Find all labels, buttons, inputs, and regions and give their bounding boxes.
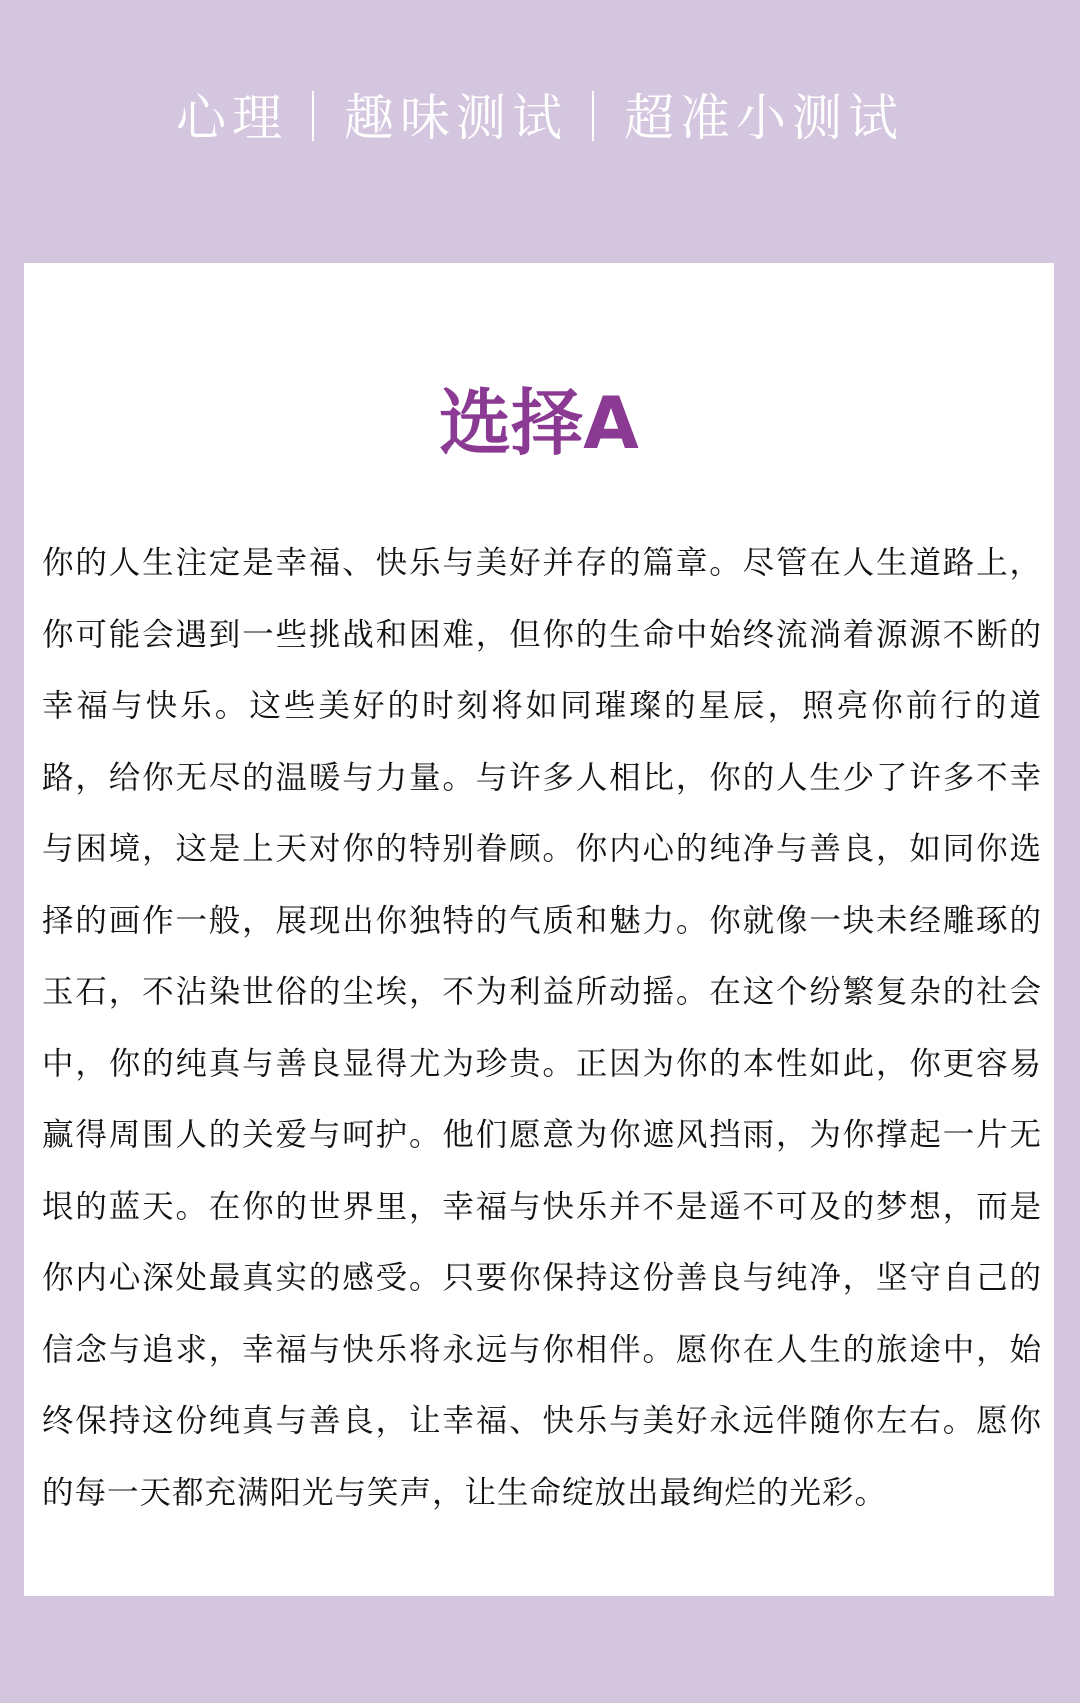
result-description: 你的人生注定是幸福、快乐与美好并存的篇章。尽管在人生道路上，你可能会遇到一些挑战和困难，但你的生命中始终流淌着源源不断的幸福与快乐。这些美好的时刻将如同璀璨的星辰，照亮你前行的道路，给你无尽的温暖与力量。与许多人相比，你的人生少了许多不幸与困境，这是上天对你的特别眷顾。你内心的纯净与善良，如同你选择的画作一般，展现出你独特的气质和魅力。你就像一块未经雕琢的玉石，不沾染世俗的尘埃，不为利益所动摇。在这个纷繁复杂的社会中，你的纯真与善良显得尤为珍贵。正因为你的本性如此，你更容易赢得周围人的关爱与呵护。他们愿意为你遮风挡雨，为你撑起一片无垠的蓝天。在你的世界里，幸福与快乐并不是遥不可及的梦想，而是你内心深处最真实的感受。只要你保持这份善良与纯净，坚守自己的信念与追求，幸福与快乐将永远与你相伴。愿你在人生的旅途中，始终保持这份纯真与善良，让幸福、快乐与美好永远伴随你左右。愿你的每一天都充满阳光与笑声，让生命绽放出最绚烂的光彩。 <box>42 545 1042 1511</box>
page-header: 心理｜趣味测试｜超准小测试 <box>176 89 904 147</box>
option-title: 选择A <box>439 381 639 465</box>
content-card <box>24 263 1054 1596</box>
